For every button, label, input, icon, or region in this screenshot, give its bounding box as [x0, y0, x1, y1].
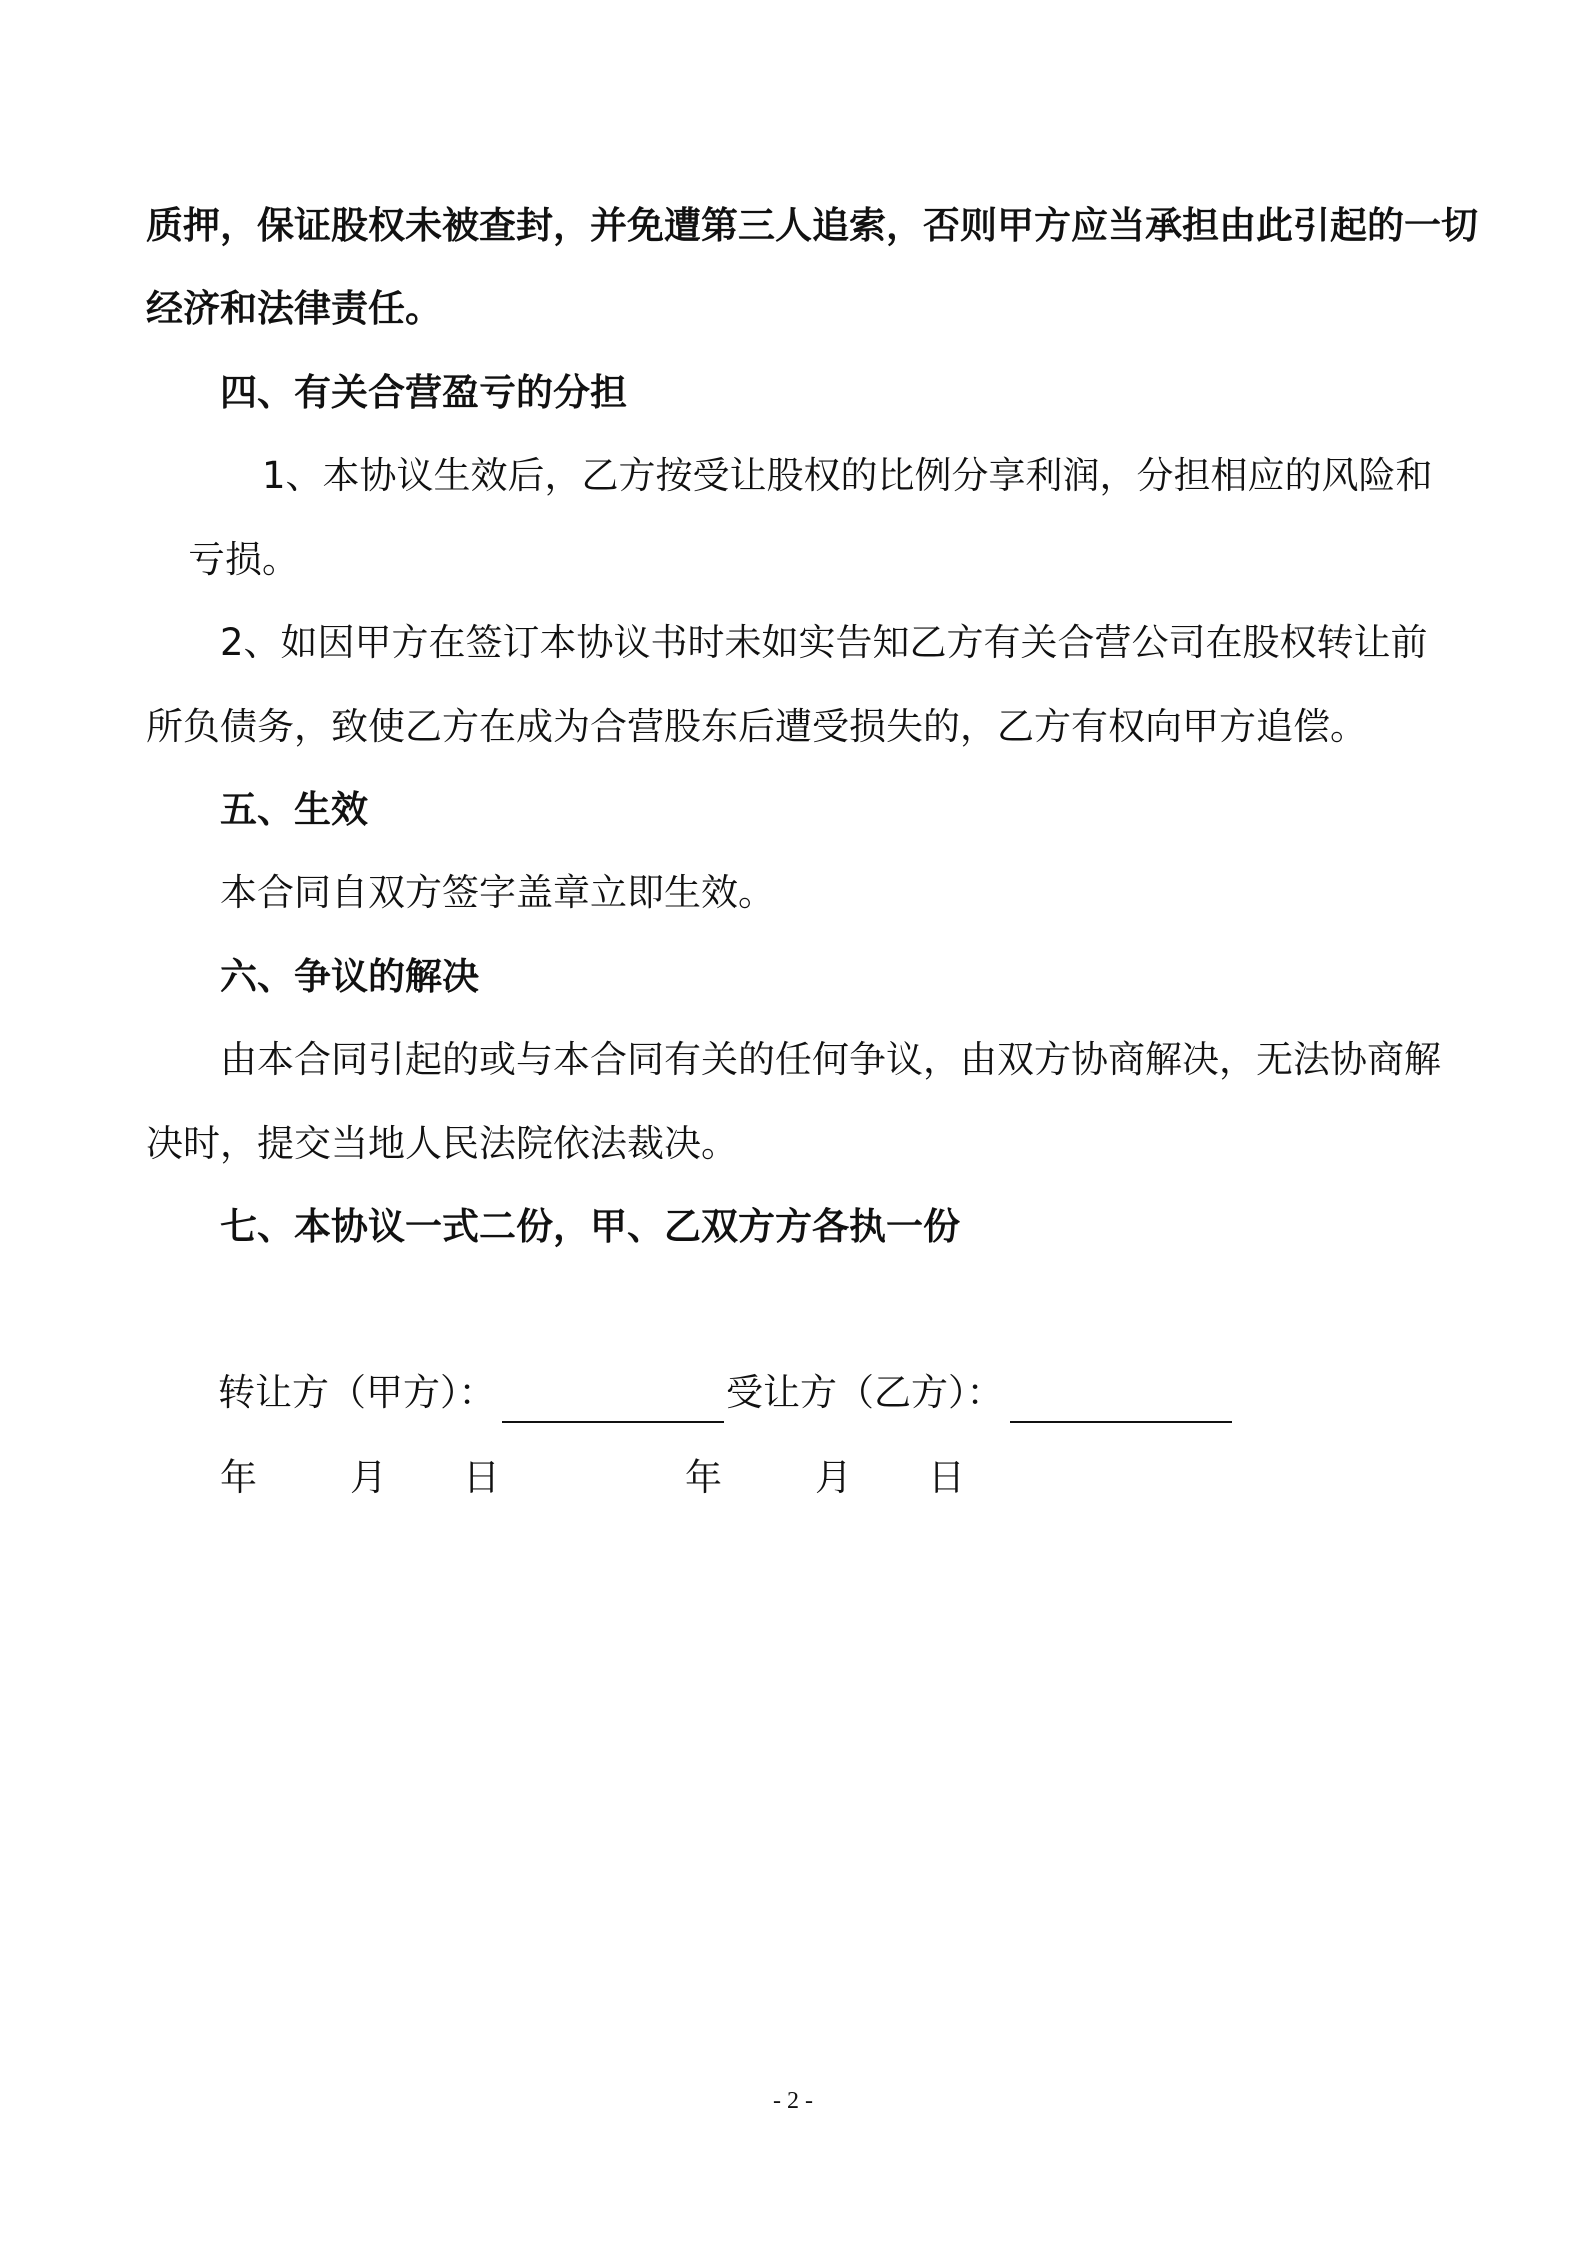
section-heading: 六、争议的解决	[220, 955, 479, 998]
section-heading: 五、生效	[220, 788, 368, 831]
transferee-label: 受让方（乙方）：	[726, 1371, 1004, 1414]
paragraph-line: 本合同自双方签字盖章立即生效。	[220, 871, 775, 914]
transferee-date-year: 年	[685, 1456, 722, 1499]
paragraph-line: 经济和法律责任。	[146, 287, 442, 330]
transferee-date-day: 日	[928, 1456, 965, 1499]
paragraph-line: 1、本协议生效后，乙方按受让股权的比例分享利润，分担相应的风险和	[262, 454, 1433, 497]
page-number: - 2 -	[773, 2088, 813, 2114]
transferor-label: 转让方（甲方）：	[218, 1371, 496, 1414]
paragraph-line: 由本合同引起的或与本合同有关的任何争议，由双方协商解决，无法协商解	[220, 1038, 1441, 1081]
paragraph-line: 亏损。	[188, 538, 299, 581]
paragraph-line: 所负债务，致使乙方在成为合营股东后遭受损失的，乙方有权向甲方追偿。	[146, 705, 1367, 748]
transferor-date-year: 年	[220, 1456, 257, 1499]
date-row	[0, 1454, 1586, 1510]
section-heading: 七、本协议一式二份，甲、乙双方方各执一份	[220, 1205, 960, 1248]
paragraph-line: 2、如因甲方在签订本协议书时未如实告知乙方有关合营公司在股权转让前	[220, 621, 1428, 664]
paragraph-line: 决时，提交当地人民法院依法裁决。	[146, 1122, 738, 1165]
transferor-signature-line	[502, 1421, 724, 1423]
transferee-signature-line	[1010, 1421, 1232, 1423]
transferor-date-day: 日	[463, 1456, 500, 1499]
transferor-date-month: 月	[350, 1456, 387, 1499]
paragraph-line: 质押，保证股权未被查封，并免遭第三人追索，否则甲方应当承担由此引起的一切	[146, 204, 1478, 247]
transferee-date-month: 月	[815, 1456, 852, 1499]
section-heading: 四、有关合营盈亏的分担	[220, 371, 627, 414]
